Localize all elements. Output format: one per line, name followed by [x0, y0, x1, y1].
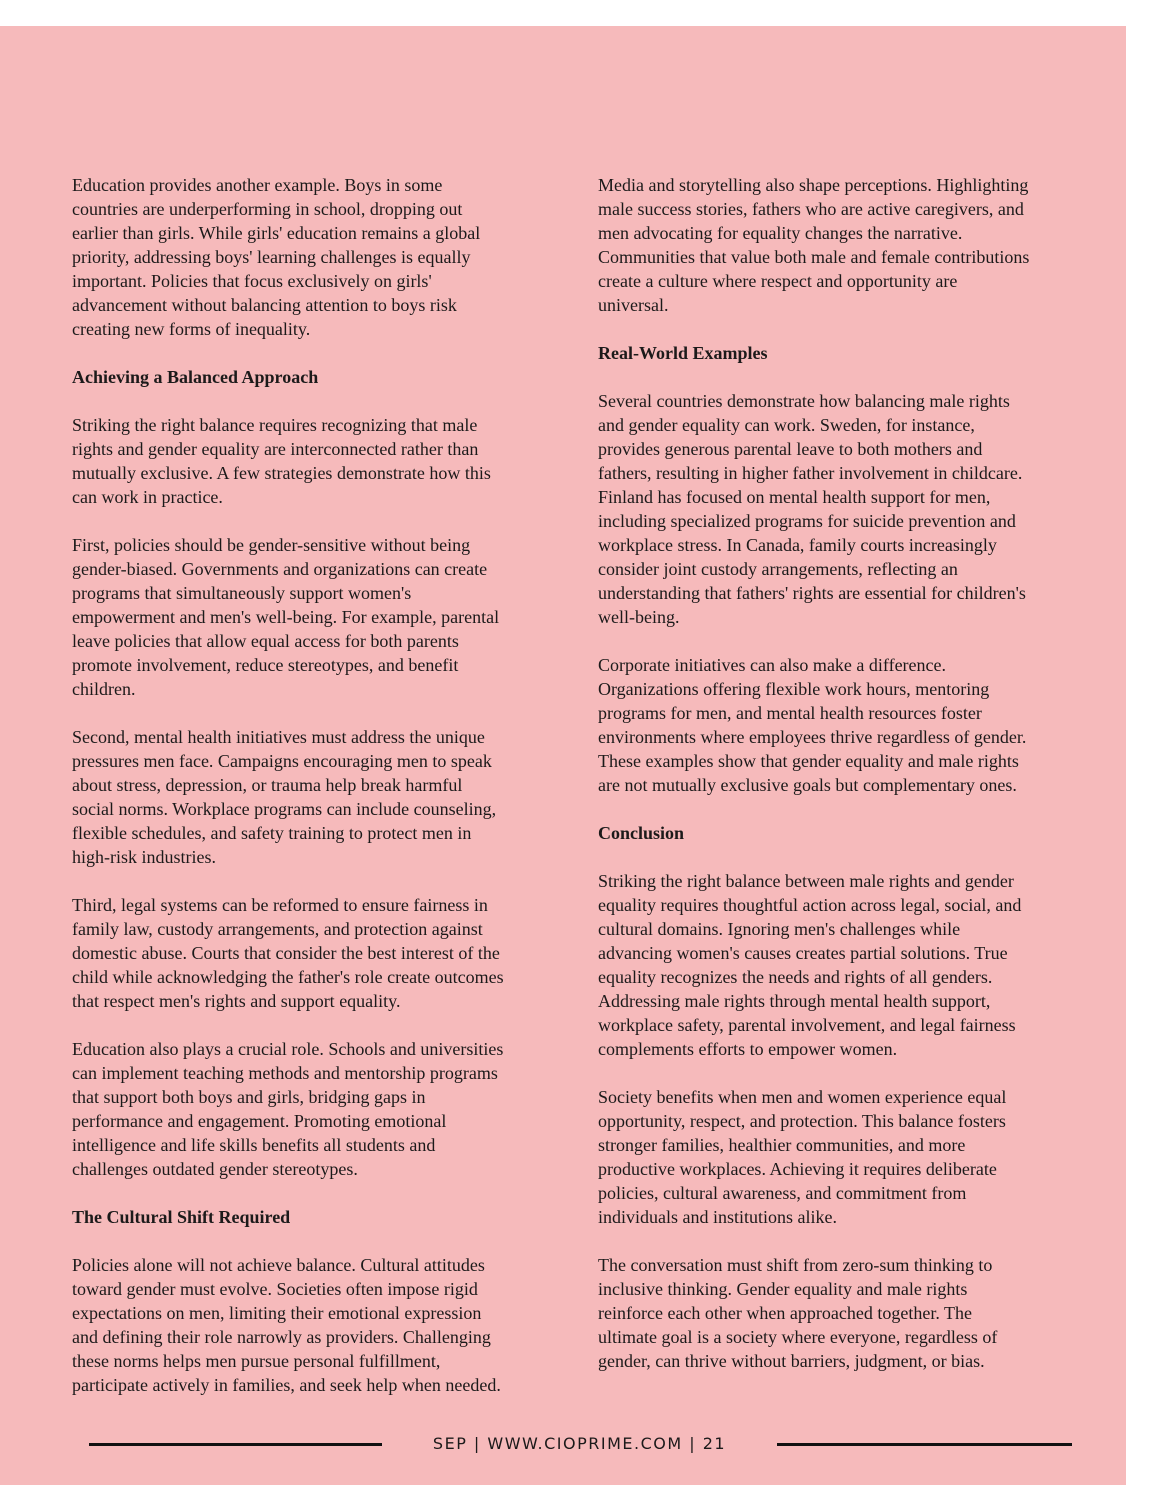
text-line: advancement without balancing attention to boys risk	[72, 295, 457, 315]
section-heading	[598, 341, 1088, 365]
text-line: child while acknowledging the father's role create outcomes	[72, 967, 504, 987]
text-line: these norms helps men pursue personal fulfillment,	[72, 1351, 441, 1371]
paragraph	[72, 893, 562, 1013]
text-line: promote involvement, reduce stereotypes, and benefit	[72, 655, 459, 675]
paragraph	[72, 533, 562, 701]
paragraph	[598, 1253, 1088, 1373]
text-line: including specialized programs for suicide prevention and	[598, 511, 1016, 531]
paragraph	[72, 413, 562, 509]
text-line: cultural domains. Ignoring men's challenges while	[598, 919, 961, 939]
text-line: complements efforts to empower women.	[598, 1039, 898, 1059]
paragraph	[598, 869, 1088, 1061]
text-line: participate actively in families, and seek help when needed.	[72, 1375, 501, 1395]
text-line: countries are underperforming in school, dropping out	[72, 199, 463, 219]
text-line: can implement teaching methods and mentorship programs	[72, 1063, 498, 1083]
text-line: gender, can thrive without barriers, judgment, or bias.	[598, 1351, 985, 1371]
text-line: These examples show that gender equality and male rights	[598, 751, 1019, 771]
text-line: men advocating for equality changes the narrative.	[598, 223, 963, 243]
footer-rule-left	[89, 1443, 382, 1446]
text-line: gender-biased. Governments and organizations can create	[72, 559, 488, 579]
text-line: The conversation must shift from zero-sum thinking to	[598, 1255, 993, 1275]
text-line: male success stories, fathers who are active caregivers, and	[598, 199, 1024, 219]
text-line: Achieving a Balanced Approach	[72, 367, 319, 387]
text-line: understanding that fathers' rights are essential for children's	[598, 583, 1026, 603]
magazine-page	[0, 26, 1126, 1485]
text-line: Real-World Examples	[598, 343, 768, 363]
text-line: opportunity, respect, and protection. This balance fosters	[598, 1111, 1006, 1131]
text-line: flexible schedules, and safety training to protect men in	[72, 823, 472, 843]
text-line: creating new forms of inequality.	[72, 319, 311, 339]
text-line: Corporate initiatives can also make a difference.	[598, 655, 947, 675]
text-line: and defining their role narrowly as providers. Challenging	[72, 1327, 491, 1347]
paragraph	[72, 173, 562, 341]
left-column	[72, 173, 562, 1421]
text-line: expectations on men, limiting their emotional expression	[72, 1303, 482, 1323]
text-line: priority, addressing boys' learning challenges is equally	[72, 247, 471, 267]
footer-text: SEP | WWW.CIOPRIME.COM | 21	[432, 1434, 727, 1453]
text-line: pressures men face. Campaigns encouraging men to speak	[72, 751, 492, 771]
text-line: ultimate goal is a society where everyone, regardless of	[598, 1327, 998, 1347]
text-line: domestic abuse. Courts that consider the best interest of the	[72, 943, 500, 963]
text-line: Society benefits when men and women experience equal	[598, 1087, 1007, 1107]
section-heading	[72, 365, 562, 389]
paragraph	[72, 1037, 562, 1181]
text-line: toward gender must evolve. Societies often impose rigid	[72, 1279, 478, 1299]
text-line: about stress, depression, or trauma help break harmful	[72, 775, 463, 795]
text-line: policies, cultural awareness, and commitment from	[598, 1183, 967, 1203]
paragraph	[598, 653, 1088, 797]
section-heading	[72, 1205, 562, 1229]
text-line: Finland has focused on mental health support for men,	[598, 487, 991, 507]
text-line: Conclusion	[598, 823, 685, 843]
text-line: stronger families, healthier communities, and more	[598, 1135, 966, 1155]
text-line: inclusive thinking. Gender equality and male rights	[598, 1279, 968, 1299]
paragraph	[598, 1085, 1088, 1229]
text-line: challenges outdated gender stereotypes.	[72, 1159, 358, 1179]
paragraph	[72, 1253, 562, 1397]
paragraph	[598, 389, 1088, 629]
text-line: and gender equality can work. Sweden, for instance,	[598, 415, 975, 435]
text-line: productive workplaces. Achieving it requires deliberate	[598, 1159, 997, 1179]
text-line: leave policies that allow equal access for both parents	[72, 631, 459, 651]
text-line: environments where employees thrive regardless of gender.	[598, 727, 1027, 747]
text-line: Addressing male rights through mental health support,	[598, 991, 991, 1011]
text-line: universal.	[598, 295, 669, 315]
text-line: earlier than girls. While girls' education remains a global	[72, 223, 481, 243]
text-line: Media and storytelling also shape perceptions. Highlighting	[598, 175, 1029, 195]
text-line: Striking the right balance between male rights and gender	[598, 871, 1014, 891]
text-line: intelligence and life skills benefits all students and	[72, 1135, 436, 1155]
footer-rule-right	[777, 1443, 1072, 1446]
text-line: Second, mental health initiatives must address the unique	[72, 727, 485, 747]
text-line: social norms. Workplace programs can include counseling,	[72, 799, 497, 819]
text-line: The Cultural Shift Required	[72, 1207, 291, 1227]
text-line: advancing women's causes creates partial solutions. True	[598, 943, 1008, 963]
text-line: are not mutually exclusive goals but complementary ones.	[598, 775, 1017, 795]
text-line: important. Policies that focus exclusively on girls'	[72, 271, 432, 291]
text-line: provides generous parental leave to both mothers and	[598, 439, 983, 459]
paragraph	[72, 725, 562, 869]
text-line: Policies alone will not achieve balance. Cultural attitudes	[72, 1255, 485, 1275]
text-line: workplace stress. In Canada, family courts increasingly	[598, 535, 997, 555]
text-line: First, policies should be gender-sensitive without being	[72, 535, 471, 555]
text-line: high-risk industries.	[72, 847, 216, 867]
text-line: consider joint custody arrangements, reflecting an	[598, 559, 958, 579]
text-line: Striking the right balance requires recognizing that male	[72, 415, 478, 435]
text-line: mutually exclusive. A few strategies demonstrate how this	[72, 463, 491, 483]
text-line: well-being.	[598, 607, 680, 627]
text-line: fathers, resulting in higher father involvement in childcare.	[598, 463, 1023, 483]
text-line: can work in practice.	[72, 487, 223, 507]
text-line: Education provides another example. Boys in some	[72, 175, 443, 195]
text-line: equality recognizes the needs and rights of all genders.	[598, 967, 993, 987]
text-line: Communities that value both male and female contributions	[598, 247, 1030, 267]
text-line: programs that simultaneously support women's	[72, 583, 412, 603]
text-line: workplace safety, parental involvement, and legal fairness	[598, 1015, 1016, 1035]
text-line: Organizations offering flexible work hours, mentoring	[598, 679, 990, 699]
text-line: create a culture where respect and opportunity are	[598, 271, 958, 291]
text-line: rights and gender equality are interconnected rather than	[72, 439, 479, 459]
right-column	[598, 173, 1088, 1397]
text-line: that respect men's rights and support equality.	[72, 991, 401, 1011]
text-line: family law, custody arrangements, and protection against	[72, 919, 483, 939]
paragraph	[598, 173, 1088, 317]
text-line: Education also plays a crucial role. Schools and universities	[72, 1039, 504, 1059]
text-line: Third, legal systems can be reformed to ensure fairness in	[72, 895, 488, 915]
text-line: individuals and institutions alike.	[598, 1207, 837, 1227]
text-line: Several countries demonstrate how balancing male rights	[598, 391, 1010, 411]
text-line: programs for men, and mental health resources foster	[598, 703, 982, 723]
text-line: reinforce each other when approached together. The	[598, 1303, 972, 1323]
page-footer	[0, 1432, 1126, 1456]
text-line: that support both boys and girls, bridging gaps in	[72, 1087, 426, 1107]
text-line: empowerment and men's well-being. For example, parental	[72, 607, 500, 627]
section-heading	[598, 821, 1088, 845]
text-line: performance and engagement. Promoting emotional	[72, 1111, 447, 1131]
text-line: equality requires thoughtful action across legal, social, and	[598, 895, 1022, 915]
text-line: children.	[72, 679, 136, 699]
